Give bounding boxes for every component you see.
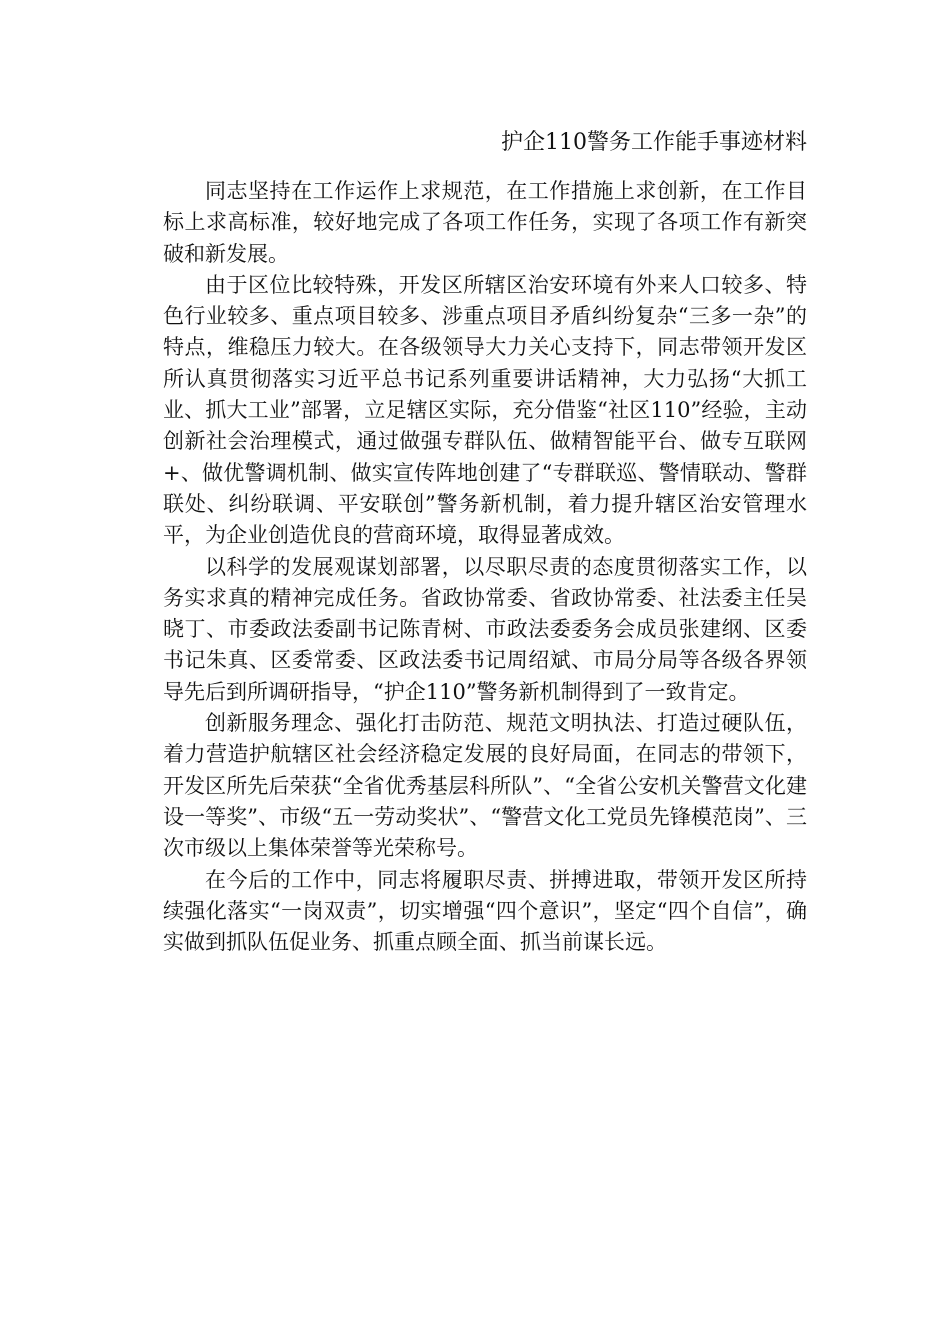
paragraph-5: 在今后的工作中，同志将履职尽责、拼搏进取，带领开发区所持续强化落实“一岗双责”，切实增强“四个意识”，坚定“四个自信”，确实做到抓队伍促业务、抓重点顾全面、抓当前谋长远。 <box>163 867 807 955</box>
paragraph-2: 由于区位比较特殊，开发区所辖区治安环境有外来人口较多、特色行业较多、重点项目较多、涉重点项目矛盾纠纷复杂“三多一杂”的特点，维稳压力较大。在各级领导大力关心支持下，同志带领开发区所认真贯彻落实习近平总书记系列重要讲话精神，大力弘扬“大抓工业、抓大工业”部署，立足辖区实际，充分借鉴“社区110”经验，主动创新社会治理模式，通过做强专群队伍、做精智能平台、做专互联网+、做优警调机制、做实宣传阵地创建了“专群联巡、警情联动、警群联处、纠纷联调、平安联创”警务新机制，着力提升辖区治安管理水平，为企业创造优良的营商环境，取得显著成效。 <box>163 272 807 548</box>
document-title: 护企110警务工作能手事迹材料 <box>501 130 807 155</box>
paragraph-3: 以科学的发展观谋划部署，以尽职尽责的态度贯彻落实工作，以务实求真的精神完成任务。省政协常委、省政协常委、社法委主任吴晓丁、市委政法委副书记陈青树、市政法委委务会成员张建纲、区委书记朱真、区委常委、区政法委书记周绍斌、市局分局等各级各界领导先后到所调研指导，“护企110”警务新机制得到了一致肯定。 <box>163 554 807 704</box>
document-body <box>163 176 807 958</box>
paragraph-4: 创新服务理念、强化打击防范、规范文明执法、打造过硬队伍，着力营造护航辖区社会经济稳定发展的良好局面，在同志的带领下，开发区所先后荣获“全省优秀基层科所队”、“全省公安机关警营文化建设一等奖”、市级“五一劳动奖状”、“警营文化工党员先锋模范岗”、三次市级以上集体荣誉等光荣称号。 <box>163 711 807 861</box>
paragraph-1: 同志坚持在工作运作上求规范，在工作措施上求创新，在工作目标上求高标准，较好地完成了各项工作任务，实现了各项工作有新突破和新发展。 <box>163 179 807 266</box>
